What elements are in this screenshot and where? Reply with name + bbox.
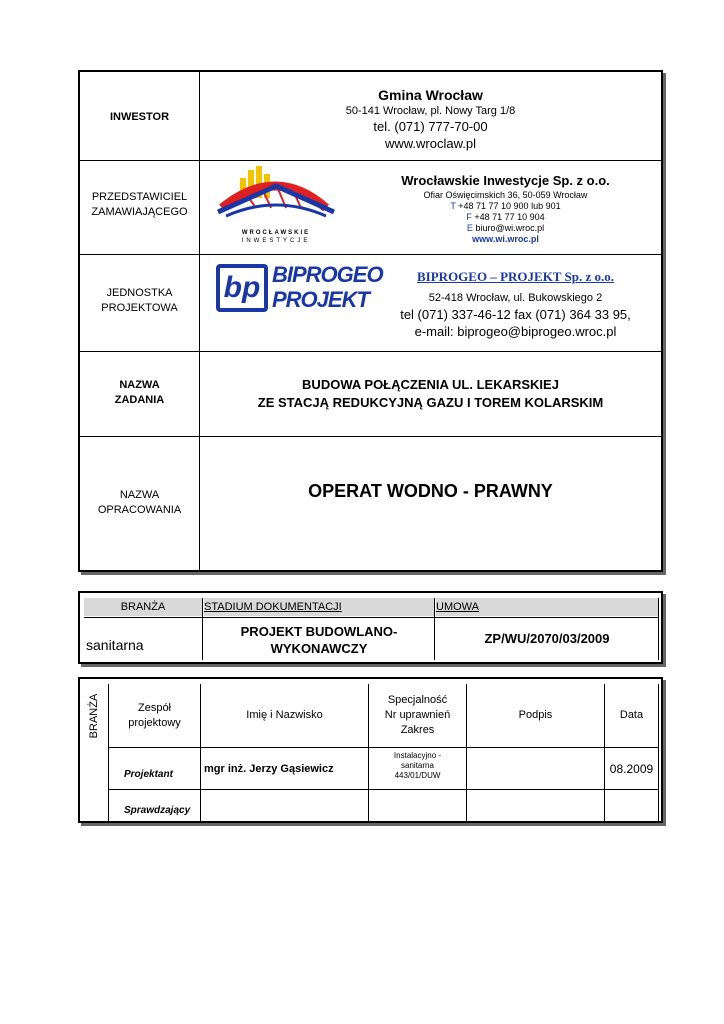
task-line2: ZE STACJĄ REDUKCYJNĄ GAZU I TOREM KOLARSKIM <box>257 395 604 410</box>
branch-vertical-label <box>86 693 102 743</box>
header-spec <box>369 693 466 738</box>
header-team-line2: projektowy <box>128 717 181 729</box>
task-line1: BUDOWA POŁĄCZENIA UL. LEKARSKIEJ <box>302 377 559 392</box>
document-title: OPERAT WODNO - PRAWNY <box>308 481 553 501</box>
document-label-line1: NAZWA <box>119 489 160 501</box>
header-spec-line3: Zakres <box>400 724 435 736</box>
representative-label-line2: ZAMAWIAJĄCEGO <box>91 206 188 218</box>
designer-label <box>80 286 199 316</box>
row-divider <box>80 254 661 255</box>
task-label-line1: NAZWA <box>119 379 160 391</box>
f-prefix: F <box>466 212 472 222</box>
team-col-divider <box>604 684 605 821</box>
e-value: biuro@wi.wroc.pl <box>475 223 545 233</box>
header-name: Imię i Nazwisko <box>246 709 323 721</box>
investor-name: Gmina Wrocław <box>378 87 483 103</box>
task-label-line2: ZADANIA <box>114 394 165 406</box>
branch-vertical-text: BRANŻA <box>88 693 100 739</box>
header-signature: Podpis <box>518 709 553 721</box>
document-label <box>80 488 199 518</box>
team-col-divider <box>200 684 201 821</box>
task-block <box>200 376 661 412</box>
designer-phone: tel (071) 337-46-12 fax (071) 364 33 95, <box>400 307 631 322</box>
task-label <box>80 378 199 408</box>
team-row-spec <box>369 751 466 781</box>
team-row-role: Projektant <box>124 769 173 780</box>
meta-branch: sanitarna <box>86 637 144 653</box>
t-prefix: T <box>450 201 456 211</box>
meta-contract: ZP/WU/2070/03/2009 <box>484 631 610 646</box>
row-divider <box>80 351 661 352</box>
t-value: +48 71 77 10 900 lub 901 <box>458 201 561 211</box>
investor-phone: tel. (071) 777-70-00 <box>373 119 488 134</box>
team-row-divider <box>108 789 658 790</box>
header-team-line1: Zespół <box>137 702 172 714</box>
bridge-logo-icon <box>216 164 336 224</box>
logo-line2: PROJEKT <box>272 287 369 312</box>
team-col-divider <box>466 684 467 821</box>
wroclawskie-inwestycje-logo <box>216 164 336 246</box>
team-col-divider <box>658 684 659 821</box>
investor-block <box>200 86 661 152</box>
meta-stage <box>204 623 434 657</box>
representative-address: Ofiar Oświęcimskich 36, 50-059 Wrocław <box>423 190 588 200</box>
meta-col-divider <box>202 598 203 660</box>
header-stage: STADIUM DOKUMENTACJI <box>204 598 434 616</box>
header-spec-line1: Specjalność <box>387 694 448 706</box>
logo-text-line1: WROCŁAWSKIE <box>241 230 311 236</box>
logo-line1: BIPROGEO <box>272 262 383 287</box>
representative-email <box>350 223 661 234</box>
representative-label <box>80 190 199 220</box>
meta-block <box>78 591 663 664</box>
header-contract: UMOWA <box>436 598 658 616</box>
logo-text-line2: INWESTYCJE <box>241 238 311 244</box>
designer-address: 52-418 Wrocław, ul. Bukowskiego 2 <box>428 292 603 304</box>
representative-web: www.wi.wroc.pl <box>472 234 539 244</box>
f-value: +48 71 77 10 904 <box>474 212 545 222</box>
representative-block <box>350 172 661 245</box>
title-block <box>78 70 663 572</box>
team-block <box>78 677 663 823</box>
representative-fax <box>350 212 661 223</box>
row-divider <box>80 160 661 161</box>
bp-logo-mark: bp <box>216 264 268 312</box>
meta-col-divider <box>658 598 659 660</box>
meta-divider <box>84 617 658 618</box>
investor-label: INWESTOR <box>109 111 170 123</box>
investor-address: 50-141 Wrocław, pl. Nowy Targ 1/8 <box>345 105 516 117</box>
designer-name: BIPROGEO – PROJEKT Sp. z o.o. <box>417 269 614 284</box>
header-branch: BRANŻA <box>84 598 202 616</box>
meta-stage-line2: WYKONAWCZY <box>270 641 368 656</box>
designer-label-line1: JEDNOSTKA <box>106 287 173 299</box>
team-row-role: Sprawdzający <box>124 805 191 816</box>
team-row-spec-line3: 443/01/DUW <box>394 771 441 780</box>
representative-label-line1: PRZEDSTAWICIEL <box>91 191 188 203</box>
team-row-divider <box>108 747 658 748</box>
team-row-name: mgr inż. Jerzy Gąsiewicz <box>204 763 334 775</box>
team-row-date: 08.2009 <box>609 762 654 776</box>
header-date: Data <box>619 709 644 721</box>
designer-label-line2: PROJEKTOWA <box>101 302 178 314</box>
designer-email: e-mail: biprogeo@biprogeo.wroc.pl <box>414 324 617 339</box>
biprogeo-logo <box>216 262 383 317</box>
meta-stage-line1: PROJEKT BUDOWLANO- <box>240 624 398 639</box>
investor-web: www.wroclaw.pl <box>384 136 477 151</box>
document-label-line2: OPRACOWANIA <box>97 504 182 516</box>
team-row-spec-line2: sanitarna <box>401 761 434 770</box>
header-team <box>109 701 200 731</box>
row-divider <box>80 436 661 437</box>
e-prefix: E <box>466 223 473 233</box>
representative-name: Wrocławskie Inwestycje Sp. z o.o. <box>401 173 610 188</box>
team-row-spec-line1: Instalacyjno - <box>393 751 442 760</box>
header-spec-line2: Nr uprawnień <box>384 709 451 721</box>
meta-col-divider <box>434 598 435 660</box>
representative-phone <box>350 201 661 212</box>
designer-block <box>370 268 661 340</box>
